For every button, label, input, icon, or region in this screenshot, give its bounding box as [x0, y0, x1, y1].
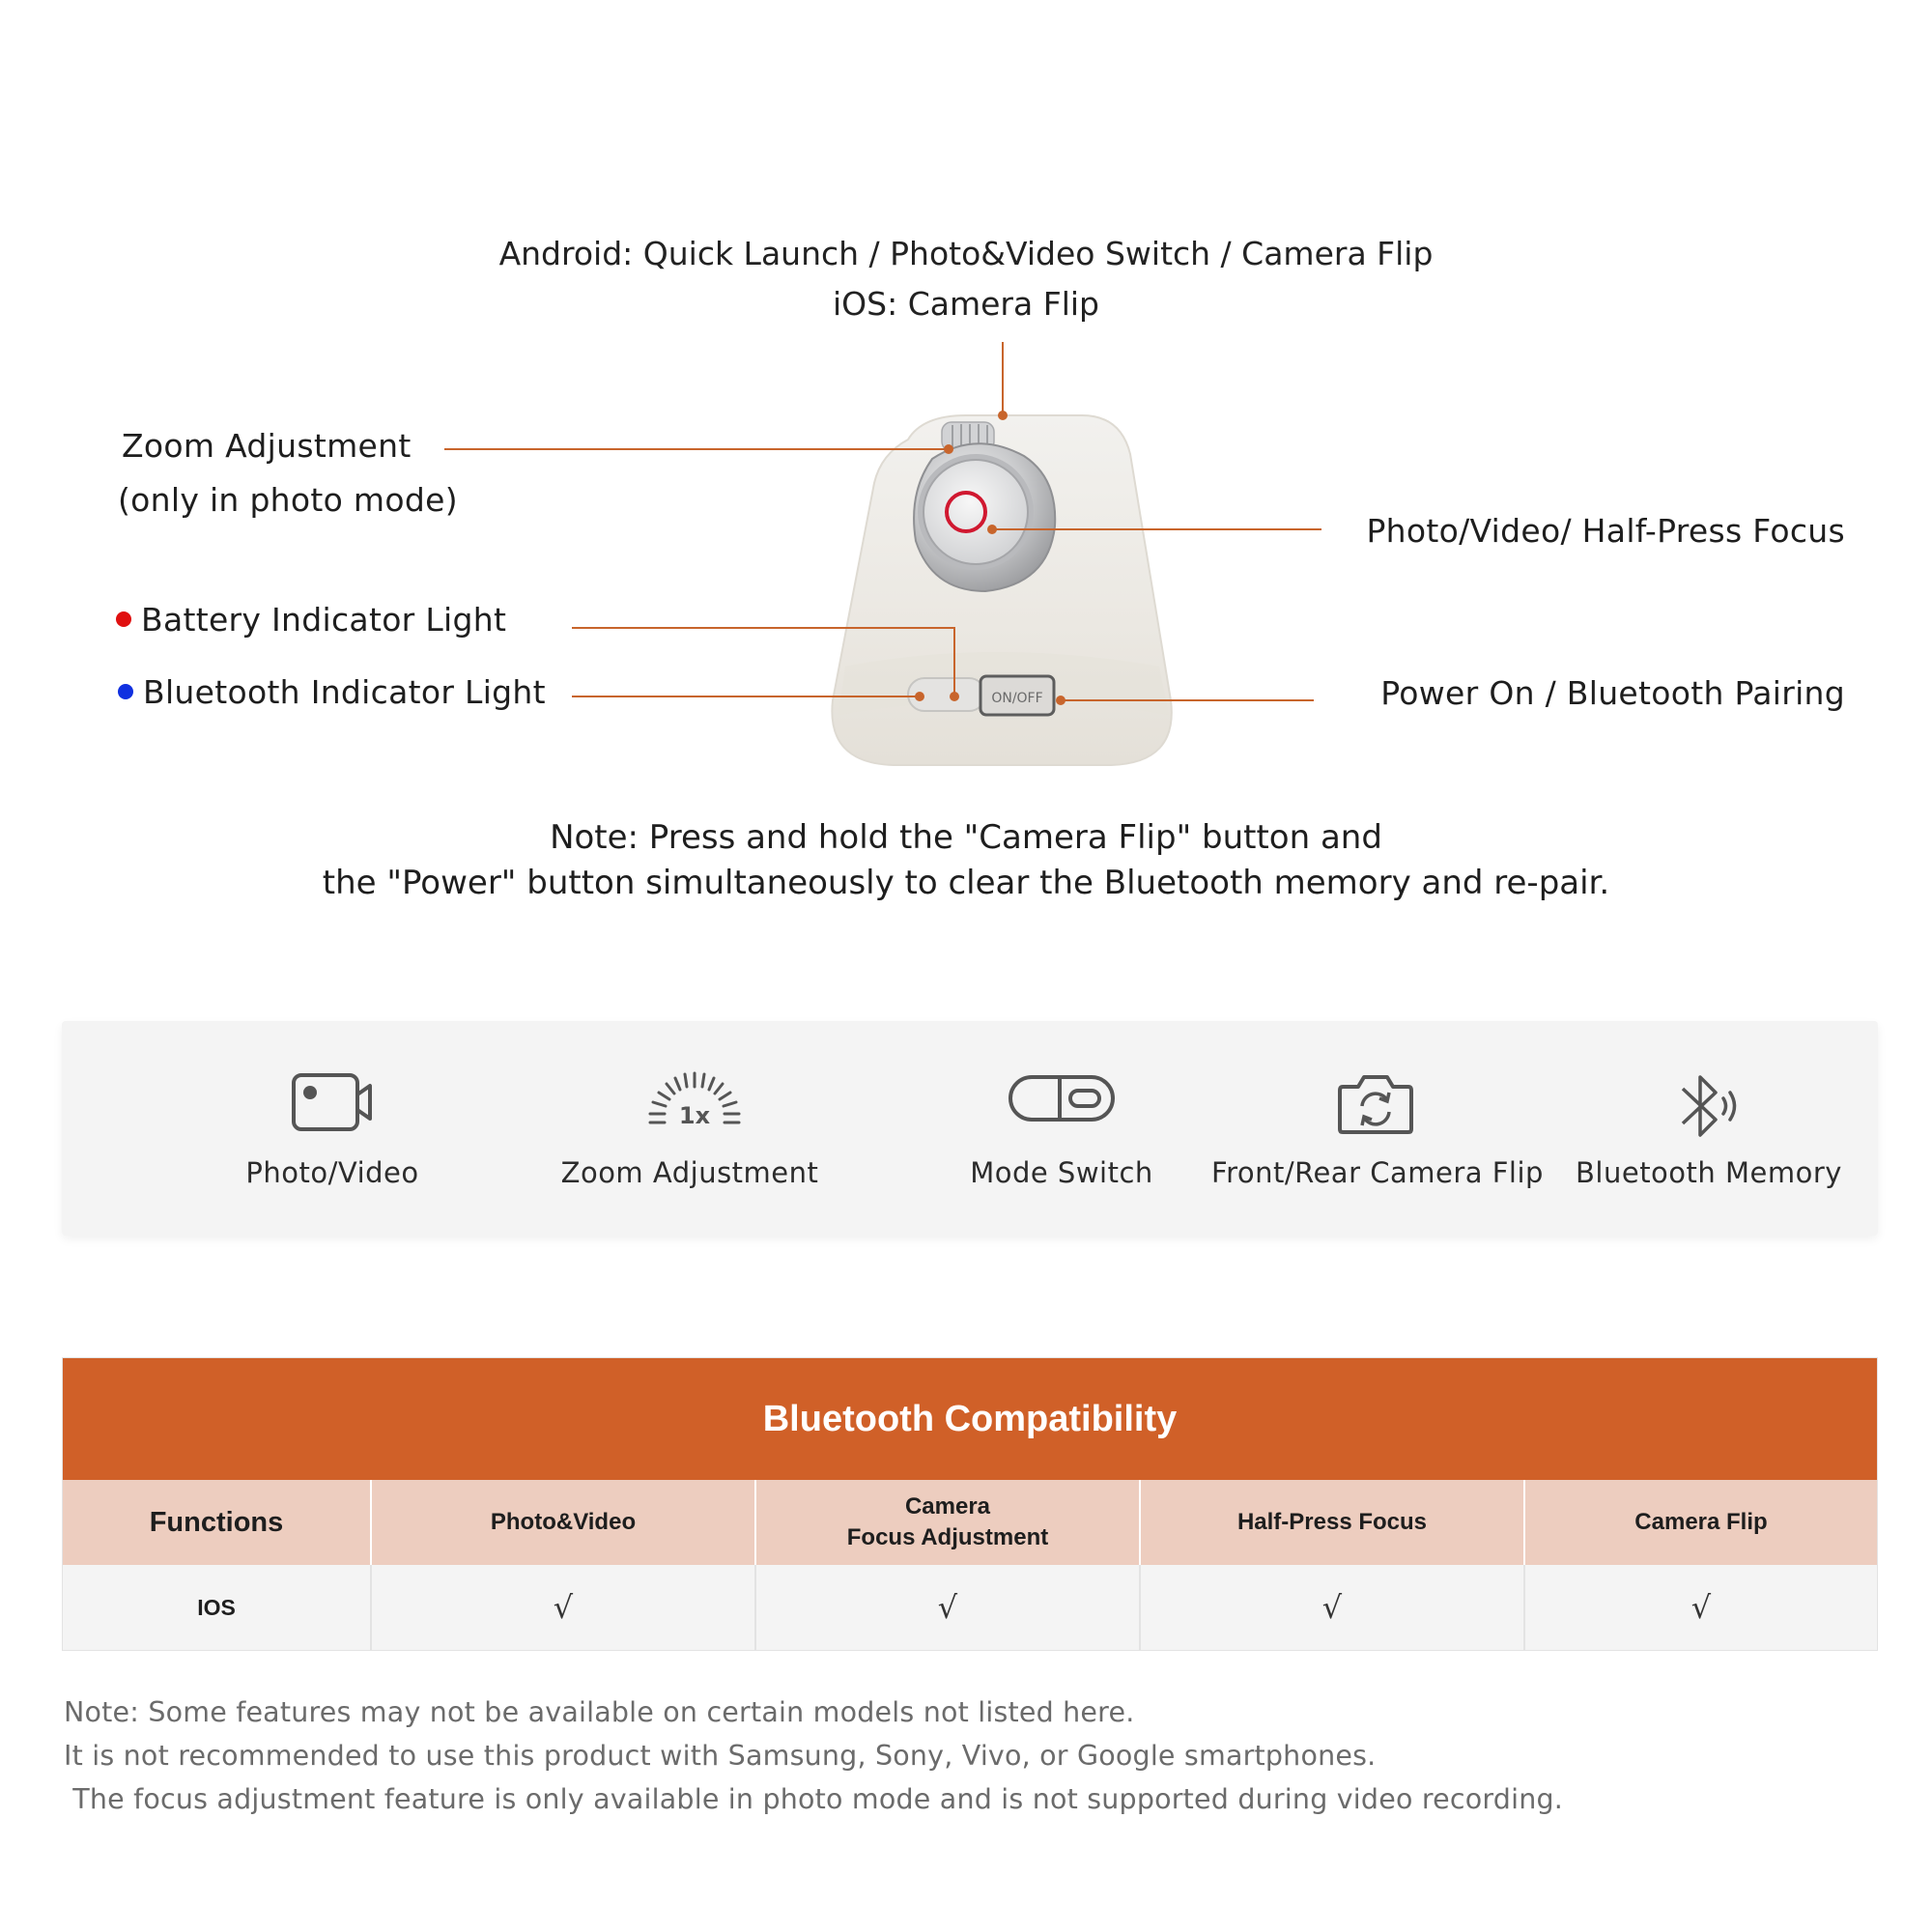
switch-area	[908, 676, 1054, 715]
red-dot-icon	[116, 611, 131, 627]
feature-mode-switch: Mode Switch	[893, 1021, 1231, 1236]
feature-bluetooth-memory: Bluetooth Memory	[1554, 1021, 1863, 1236]
zoom-photo-mode-note: (only in photo mode)	[118, 481, 458, 519]
check-camera-focus: √	[756, 1565, 1141, 1650]
header-photo-video: Photo&Video	[372, 1480, 756, 1565]
table-title: Bluetooth Compatibility	[63, 1358, 1877, 1480]
svg-text:1x: 1x	[678, 1102, 711, 1129]
shutter-callout: Photo/Video/ Half-Press Focus	[1366, 512, 1845, 550]
header-functions: Functions	[63, 1480, 372, 1565]
footnote-1: Note: Some features may not be available on certain models not listed here.	[64, 1696, 1135, 1728]
footnote-3: The focus adjustment feature is only available in photo mode and is not supported during video recording.	[64, 1783, 1564, 1815]
zoom-1x-icon	[646, 1069, 743, 1137]
reset-note-line2: the "Power" button simultaneously to clear the Bluetooth memory and re-pair.	[322, 864, 1610, 902]
toggle-switch-icon	[1007, 1069, 1117, 1127]
camcorder-icon	[289, 1069, 376, 1137]
bluetooth-indicator-callout: Bluetooth Indicator Light	[118, 673, 546, 712]
header-camera-focus: Camera Focus Adjustment	[756, 1480, 1141, 1565]
check-photo-video: √	[372, 1565, 756, 1650]
battery-indicator-callout: Battery Indicator Light	[116, 601, 506, 639]
feature-panel	[62, 1021, 1878, 1236]
check-half-press: √	[1141, 1565, 1525, 1650]
check-camera-flip: √	[1525, 1565, 1877, 1650]
top-callout-line2: iOS: Camera Flip	[833, 285, 1099, 323]
reset-note-line1: Note: Press and hold the "Camera Flip" button and	[550, 818, 1382, 857]
bluetooth-compatibility-table	[62, 1357, 1878, 1651]
power-callout: Power On / Bluetooth Pairing	[1380, 674, 1845, 712]
header-half-press: Half-Press Focus	[1141, 1480, 1525, 1565]
zoom-adjustment-callout: Zoom Adjustment	[122, 427, 412, 465]
feature-camera-flip: Front/Rear Camera Flip	[1211, 1021, 1540, 1236]
footnote-2: It is not recommended to use this product with Samsung, Sony, Vivo, or Google smartphones.	[64, 1740, 1377, 1772]
footnotes	[64, 1690, 1563, 1821]
bluetooth-icon	[1675, 1069, 1743, 1143]
table-row	[63, 1565, 1877, 1650]
top-callout-line1: Android: Quick Launch / Photo&Video Switch / Camera Flip	[498, 235, 1434, 272]
row-platform: IOS	[63, 1565, 372, 1650]
header-camera-flip: Camera Flip	[1525, 1480, 1877, 1565]
feature-zoom: 1x Zoom Adjustment	[506, 1021, 873, 1236]
reset-note	[0, 815, 1932, 906]
feature-photo-video: Photo/Video	[168, 1021, 497, 1236]
camera-flip-icon	[1337, 1069, 1414, 1137]
on-off-marking: ON/OFF	[991, 691, 1043, 706]
blue-dot-icon	[118, 684, 133, 699]
table-header-row	[63, 1480, 1877, 1565]
shutter-assembly	[914, 443, 1055, 591]
